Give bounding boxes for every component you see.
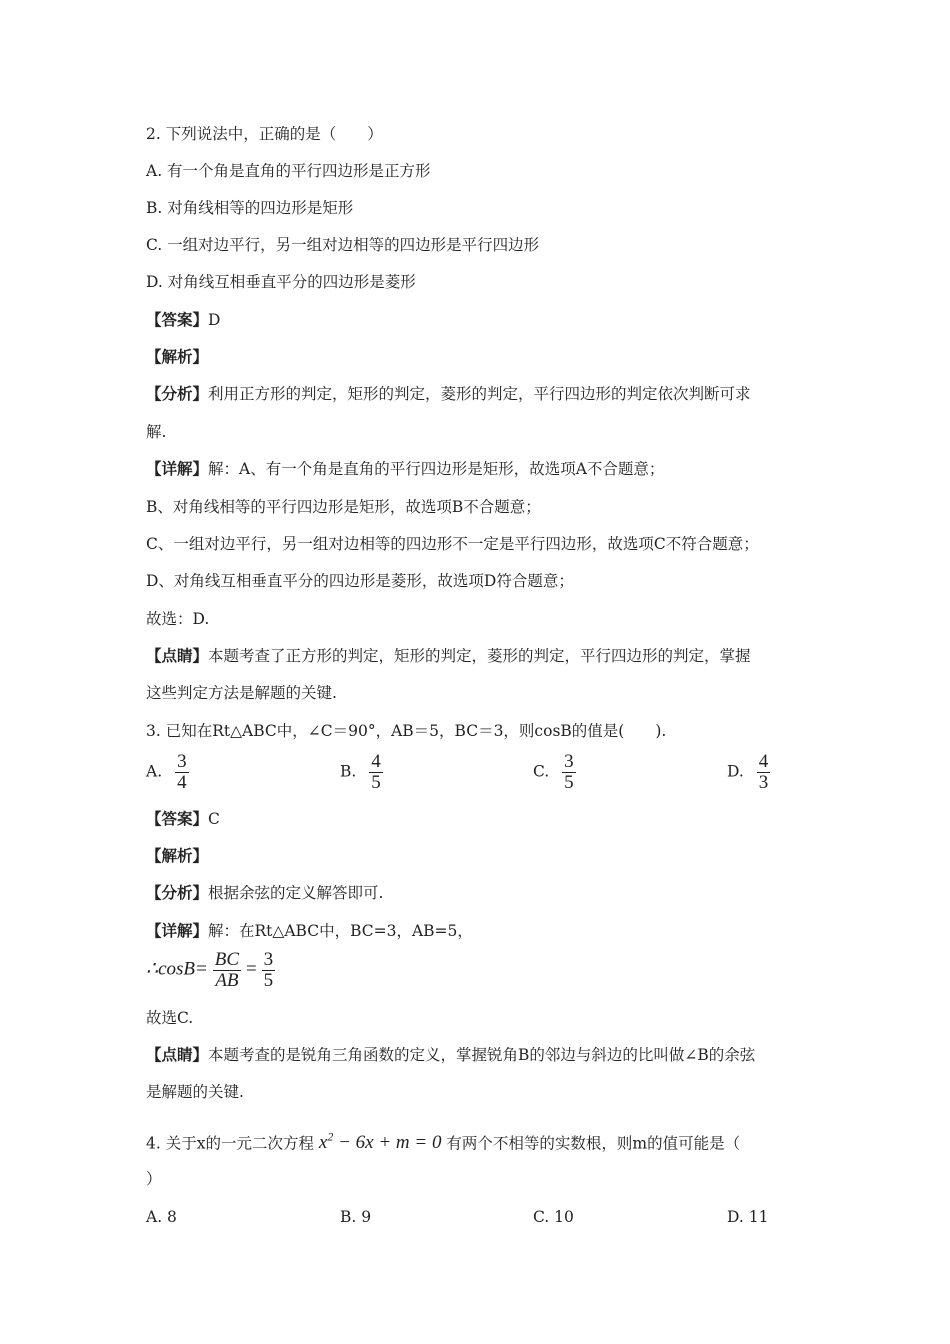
q2-xiangjie [146,458,664,480]
q3-option-d [727,752,770,793]
q2-option-d: D. 对角线互相垂直平分的四边形是菱形 [146,273,416,291]
formula-fraction-3-5 [262,950,276,991]
dianjing-text: 本题考查了正方形的判定，矩形的判定，菱形的判定，平行四边形的判定，掌握 [208,647,751,665]
q3-answer [146,808,220,830]
eq-rest: − 6x + m = 0 [333,1132,442,1154]
fraction [175,752,189,793]
q3-option-b [340,752,383,793]
xiangjie-tag: 【详解】 [146,921,209,940]
q3-jiexi-heading: 【解析】 [146,846,209,865]
answer-value: D [208,311,221,329]
q2-stem: 2. 下列说法中，正确的是（ ） [146,125,383,143]
q4-option-a: A. 8 [146,1208,177,1226]
numerator: BC [214,949,240,970]
denominator: AB [215,970,239,991]
q3-option-a [146,752,189,793]
q3-dianjing [146,1044,755,1066]
numerator: 3 [564,751,574,772]
answer-value: C [208,810,220,828]
numerator: 4 [371,751,381,772]
q2-option-c: C. 一组对边平行，另一组对边相等的四边形是平行四边形 [146,236,540,254]
q4-option-d: D. 11 [727,1208,769,1226]
formula-lhs: ∴cosB= [146,958,208,980]
answer-tag: 【答案】 [146,310,209,329]
option-label: B. [340,762,357,781]
stem-pre: 4. 关于x的一元二次方程 [146,1134,314,1153]
q4-stem-close: ） [146,1170,162,1188]
q3-fenxi [146,882,383,904]
q2-fenxi-cont: 解. [146,423,167,441]
q2-xiangjie-d: D、对角线互相垂直平分的四边形是菱形，故选项D符合题意； [146,572,574,590]
q2-xiangjie-c: C、一组对边平行，另一组对边相等的四边形不一定是平行四边形，故选项C不符合题意； [146,535,759,553]
q4-option-c: C. 10 [533,1208,574,1226]
xiangjie-tag: 【详解】 [146,459,209,478]
q2-dianjing-cont: 这些判定方法是解题的关键. [146,684,337,702]
equation [319,1132,442,1153]
option-label: C. [533,762,550,781]
eq-var: x [318,1132,328,1154]
numerator: 3 [263,949,274,970]
numerator: 4 [758,751,769,772]
q2-answer [146,309,220,331]
fraction [757,752,771,793]
q2-option-b: B. 对角线相等的四边形是矩形 [146,199,354,217]
q2-xiangjie-b: B、对角线相等的平行四边形是矩形，故选项B不合题意； [146,498,541,516]
q3-guxuan: 故选C. [146,1009,194,1027]
fenxi-text: 根据余弦的定义解答即可. [208,884,384,902]
q2-dianjing [146,645,751,667]
fenxi-text: 利用正方形的判定，矩形的判定，菱形的判定，平行四边形的判定依次判断可求 [208,385,751,403]
stem-post: 有两个不相等的实数根，则m的值可能是（ [446,1134,741,1153]
numerator: 3 [177,751,187,772]
option-label: D. [727,762,744,781]
fenxi-tag: 【分析】 [146,883,209,902]
denominator: 3 [758,772,769,793]
q2-guxuan: 故选：D. [146,610,210,628]
q3-stem: 3. 已知在Rt△ABC中，∠C＝90°，AB＝5，BC＝3，则cosB的值是( ). [146,722,667,740]
fraction [369,752,383,793]
dianjing-text: 本题考查的是锐角三角函数的定义，掌握锐角B的邻边与斜边的比叫做∠B的余弦 [208,1046,756,1064]
q2-fenxi [146,383,751,405]
q3-dianjing-cont: 是解题的关键. [146,1083,244,1101]
xiangjie-text: 解：在Rt△ABC中，BC=3，AB=5， [208,922,473,940]
denominator: 5 [263,970,274,991]
answer-tag: 【答案】 [146,809,209,828]
q2-jiexi-heading: 【解析】 [146,347,209,366]
denominator: 5 [371,772,381,793]
xiangjie-text: 解：A、有一个角是直角的平行四边形是矩形，故选项A不合题意； [208,460,665,478]
eq-exponent: 2 [327,1130,334,1144]
fenxi-tag: 【分析】 [146,384,209,403]
q3-xiangjie [146,920,473,942]
dianjing-tag: 【点睛】 [146,1045,209,1064]
denominator: 4 [177,772,187,793]
fraction [562,752,576,793]
q3-option-c [533,752,576,793]
formula-equals: = [246,958,257,980]
q4-stem [146,1126,740,1154]
dianjing-tag: 【点睛】 [146,646,209,665]
q4-option-b: B. 9 [340,1208,372,1226]
q3-formula [146,950,275,991]
q2-option-a: A. 有一个角是直角的平行四边形是正方形 [146,162,431,180]
option-label: A. [146,762,163,781]
denominator: 5 [564,772,574,793]
formula-fraction-bc-ab [213,950,241,991]
